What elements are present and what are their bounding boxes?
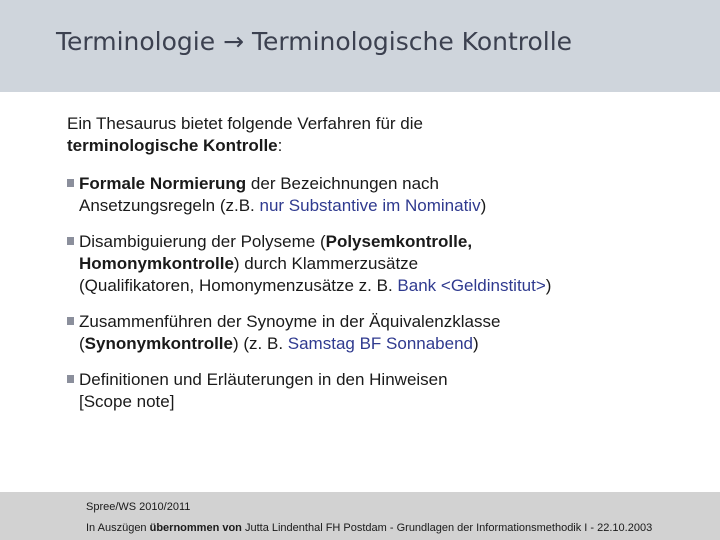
intro-text — [67, 113, 677, 157]
bullet-text: ) durch Klammerzusätze — [233, 254, 419, 273]
bullet-bold: Polysemkontrolle, — [325, 232, 473, 251]
bullet-item-synonyme — [67, 311, 677, 355]
bullet-example: Bank <Geldinstitut> — [397, 276, 546, 295]
footer-credit — [86, 522, 652, 534]
bullet-item-disambiguierung — [67, 231, 677, 297]
bullet-item-normierung — [67, 173, 677, 217]
arrow-icon: → — [223, 27, 245, 56]
bullet-text: der Bezeichnungen nach — [246, 174, 440, 193]
footer-course: Spree/WS 2010/2011 — [86, 501, 191, 513]
bullet-example: Samstag BF Sonnabend — [287, 334, 473, 353]
bullet-text: (Qualifikatoren, Homonymenzusätze z. B. — [79, 276, 398, 295]
title-bar — [0, 0, 720, 92]
bullet-square-icon — [67, 375, 74, 383]
intro-tail: : — [277, 136, 283, 155]
bullet-bold: Formale Normierung — [79, 174, 247, 193]
bullet-item-definitionen — [67, 369, 677, 413]
bullet-square-icon — [67, 237, 74, 245]
bullet-text: [Scope note] — [79, 392, 175, 411]
bullet-square-icon — [67, 317, 74, 325]
bullet-text: Definitionen und Erläuterungen in den Hinweisen — [79, 370, 448, 389]
footer-credit-a: In Auszügen — [86, 522, 150, 534]
intro-line1: Ein Thesaurus bietet folgende Verfahren für die — [67, 114, 423, 133]
title-left: Terminologie — [56, 27, 216, 56]
footer — [0, 492, 720, 540]
bullet-bold: Homonymkontrolle — [79, 254, 234, 273]
bullet-text: ( — [79, 334, 85, 353]
bullet-text: ) (z. B. — [232, 334, 288, 353]
bullet-text: ) — [480, 196, 487, 215]
title-right: Terminologische Kontrolle — [251, 27, 573, 56]
bullet-square-icon — [67, 179, 74, 187]
bullet-text: ) — [473, 334, 479, 353]
bullet-bold: Synonymkontrolle — [84, 334, 233, 353]
footer-credit-bold: übernommen von — [149, 522, 242, 534]
bullet-example: nur Substantive im Nominativ — [259, 196, 481, 215]
bullet-text: Disambiguierung der Polyseme ( — [79, 232, 326, 251]
slide-title — [56, 27, 572, 56]
bullet-text: ) — [545, 276, 552, 295]
bullet-text: Zusammenführen der Synoyme in der Äquivalenzklasse — [79, 312, 501, 331]
intro-bold: terminologische Kontrolle — [67, 136, 278, 155]
bullet-text: Ansetzungsregeln (z.B. — [79, 196, 260, 215]
slide-content — [67, 113, 677, 427]
footer-credit-b: Jutta Lindenthal FH Postdam - Grundlagen der Informationsmethodik I - 22.10.2003 — [241, 522, 653, 534]
